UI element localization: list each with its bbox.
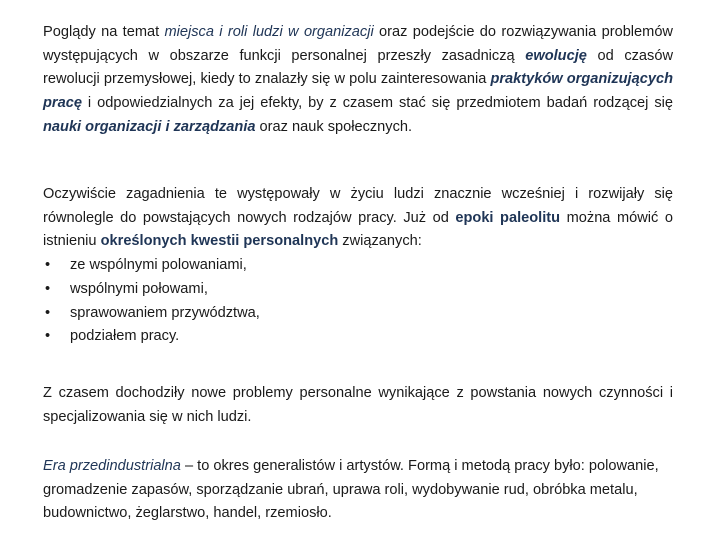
list-item-text: podziałem pracy. [70, 328, 180, 345]
emphasis-practitioners: praktyków organizujących pracę [43, 71, 673, 112]
text-segment: Oczywiście zagadnienia te występowały w życiu ludzi znacznie wcześniej i rozwijały się równolegle do powstających nowych rodzajów pracy. Już od [43, 186, 673, 226]
emphasis-people-role: miejsca i roli ludzi w organizacji [164, 24, 374, 40]
paragraph-functions-evolution [43, 21, 673, 140]
bullet-list [43, 254, 673, 349]
bullet-icon: • [45, 257, 51, 274]
list-item-text: sprawowaniem przywództwa, [70, 304, 260, 321]
emphasis-evolution: ewolucję [525, 47, 587, 64]
term-preindustrial-era: Era przedindustrialna [43, 458, 181, 474]
text-segment: Poglądy na temat [43, 24, 165, 40]
list-item [43, 278, 673, 302]
emphasis-paleolithic: epoki paleolitu [455, 209, 561, 226]
emphasis-management-science: nauki organizacji i zarządzania [43, 118, 256, 135]
text-segment: od czasów rewolucji przemysłowej, kiedy to znalazły się w polu zainteresowania [43, 47, 673, 88]
emphasis-personnel-issues: określonych kwestii personalnych [100, 233, 339, 250]
text-segment: oraz nauk społecznych. [255, 118, 413, 135]
list-item [43, 254, 673, 278]
text-segment: – to okres generalistów i artystów. Formą i metodą pracy było: polowanie, gromadzenie zapasów, sporządzanie ubrań, uprawa roli, wydobywanie rud, obróbka metalu, budownictwo, żeglarstwo, handel, rzemiosło. [43, 458, 659, 522]
text-segment: oraz podejście do rozwiązywania problemów występujących w obszarze funkcji personalnej przeszły zasadniczą [43, 24, 673, 64]
list-item-text: wspólnymi połowami, [70, 280, 208, 297]
text-segment: można mówić o istnieniu [43, 209, 674, 250]
text-segment: Z czasem dochodziły nowe problemy personalne wynikające z powstania nowych czynności i specjalizowania się w nich ludzi. [43, 385, 673, 425]
list-item-text: ze wspólnymi polowaniami, [70, 257, 247, 274]
text-segment: związanych: [338, 233, 422, 250]
bullet-icon: • [45, 280, 51, 297]
paragraph-new-problems [43, 382, 673, 429]
list-item [43, 325, 673, 349]
paragraph-preindustrial-era [43, 455, 673, 526]
paragraph-intro [43, 183, 673, 254]
list-item [43, 302, 673, 326]
paragraph-paleolithic [43, 183, 673, 349]
bullet-icon: • [45, 304, 51, 321]
bullet-icon: • [45, 328, 51, 345]
text-segment: i odpowiedzialnych za jej efekty, by z czasem stać się przedmiotem badań rodzącej się [81, 95, 673, 112]
